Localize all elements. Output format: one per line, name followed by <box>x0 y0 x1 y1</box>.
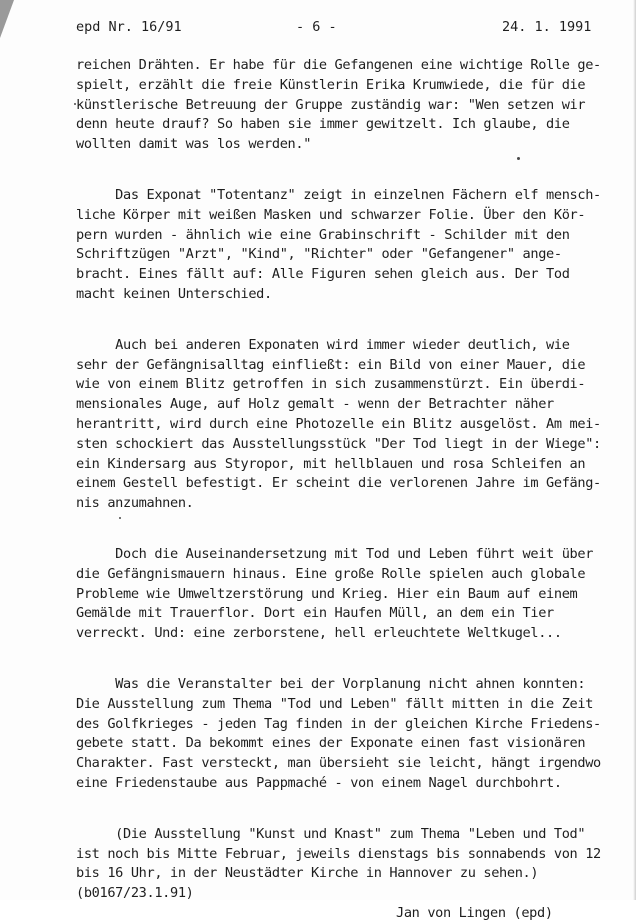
text-line: nis anzumahnen. <box>76 495 194 512</box>
text-line: spielt, erzählt die freie Künstlerin Erika Krumwiede, die für die <box>76 76 586 93</box>
text-line: reichen Drähten. Er habe für die Gefangenen eine wichtige Rolle ge- <box>76 57 601 73</box>
text-line: gebete statt. Da bekommt eines der Exponate einen fast visionären <box>76 735 586 752</box>
text-line: verreckt. Und: eine zerborstene, hell erleuchtete Weltkugel... <box>76 625 562 642</box>
text-line: Was die Veranstalter bei der Vorplanung nicht ahnen konnten: <box>76 675 586 692</box>
text-line: Doch die Auseinandersetzung mit Tod und Leben führt weit über <box>76 545 594 562</box>
author-signature: Jan von Lingen (epd) <box>396 904 553 921</box>
text-line: Schriftzügen "Arzt", "Kind", "Richter" oder "Gefangener" ange- <box>76 246 562 263</box>
text-line: Die Ausstellung zum Thema "Tod und Leben" fällt mitten in die Zeit <box>76 695 594 712</box>
text-line: Probleme wie Umweltzerstörung und Krieg. Hier ein Baum auf einem <box>76 585 578 602</box>
issue-date: 24. 1. 1991 <box>502 19 592 35</box>
paragraph-5 <box>76 675 616 794</box>
issue-number: epd Nr. 16/91 <box>76 19 182 35</box>
text-line: pern wurden - ähnlich wie eine Grabinschrift - Schilder mit den <box>76 226 570 243</box>
text-line: denn heute drauf? So haben sie immer gewitzelt. Ich glaube, die <box>76 116 570 133</box>
text-line: macht keinen Unterschied. <box>76 285 272 302</box>
page-header <box>0 19 636 39</box>
paragraph-4 <box>76 545 616 644</box>
text-line: Das Exponat "Totentanz" zeigt in einzelnen Fächern elf mensch- <box>76 186 601 203</box>
article-body <box>76 56 616 921</box>
text-line: die Gefängnismauern hinaus. Eine große Rolle spielen auch globale <box>76 565 586 582</box>
paragraph-2 <box>76 186 616 305</box>
text-line: liche Körper mit weißen Masken und schwarzer Folie. Über den Kör- <box>76 206 586 223</box>
text-line: eine Friedenstaube aus Pappmaché - von einem Nagel durchbohrt. <box>76 774 562 791</box>
paragraph-1 <box>76 56 616 155</box>
text-line: des Golfkrieges - jeden Tag finden in der gleichen Kirche Friedens- <box>76 715 601 732</box>
reference-code: (b0167/23.1.91) <box>76 885 194 902</box>
text-line: bis 16 Uhr, in der Neustädter Kirche in Hannover zu sehen.) <box>76 865 539 882</box>
text-line: ist noch bis Mitte Februar, jeweils dienstags bis sonnabends von 12 <box>76 845 601 862</box>
closing-note <box>76 825 616 921</box>
text-line: einem Gestell befestigt. Er scheint die verlorenen Jahre im Gefäng- <box>76 475 601 492</box>
text-line: ein Kindersarg aus Styropor, mit hellblauen und rosa Schleifen an <box>76 455 586 472</box>
scan-speck <box>517 157 520 160</box>
text-line: sehr der Gefängnisalltag einfließt: ein Bild von einer Mauer, die <box>76 356 586 373</box>
scan-speck <box>74 103 76 105</box>
text-line: Charakter. Fast versteckt, man übersieht sie leicht, hängt irgendwo <box>76 755 601 772</box>
text-line: mensionales Auge, auf Holz gemalt - wenn der Betrachter näher <box>76 396 554 413</box>
text-line: sten schockiert das Ausstellungsstück "Der Tod liegt in der Wiege": <box>76 435 601 452</box>
text-line: bracht. Eines fällt auf: Alle Figuren sehen gleich aus. Der Tod <box>76 266 570 283</box>
text-line: (Die Ausstellung "Kunst und Knast" zum Thema "Leben und Tod" <box>76 825 586 842</box>
text-line: wie von einem Blitz getroffen in sich zusammenstürzt. Ein überdi- <box>76 376 586 393</box>
paragraph-3 <box>76 336 616 514</box>
text-line: herantritt, wird durch eine Photozelle ein Blitz ausgelöst. Am mei- <box>76 415 601 432</box>
text-line: künstlerische Betreuung der Gruppe zuständig war: "Wen setzen wir <box>76 96 586 113</box>
text-line: Auch bei anderen Exponaten wird immer wieder deutlich, wie <box>76 336 570 353</box>
reference-row <box>76 884 616 904</box>
page-number: - 6 - <box>296 19 337 35</box>
text-line: wollten damit was los werden." <box>76 136 312 153</box>
scan-speck <box>119 517 121 519</box>
text-line: Gemälde mit Trauerflor. Dort ein Haufen Müll, an dem ein Tier <box>76 605 554 622</box>
